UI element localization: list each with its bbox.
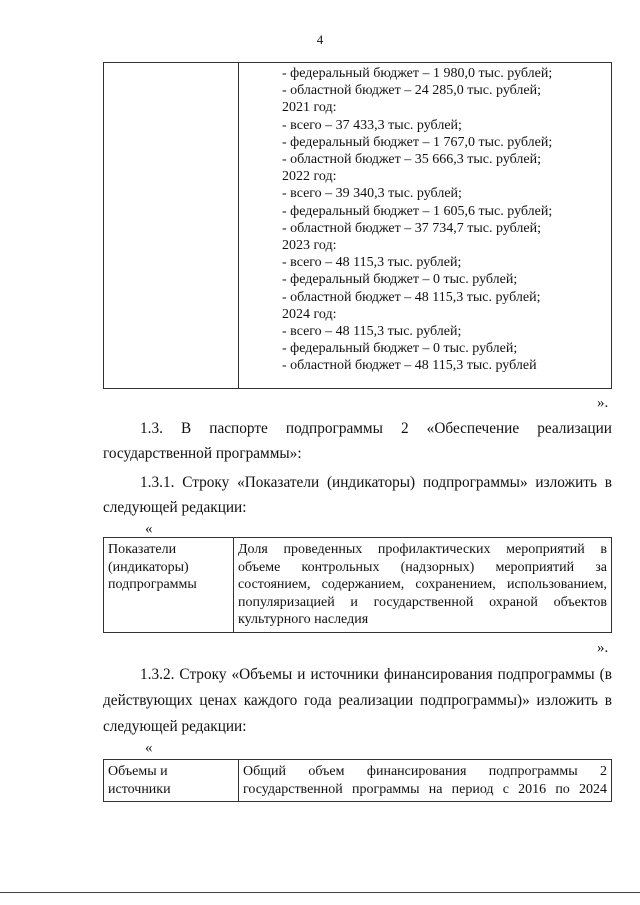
paragraph-1-3-1-line2: следующей редакции: — [103, 499, 247, 516]
funding-line: - всего – 48 115,3 тыс. рублей; — [282, 255, 462, 271]
table3-opening-quote: « — [145, 740, 153, 756]
funding-sources-label-cell — [104, 760, 239, 802]
funding-line: 2021 год: — [282, 100, 337, 116]
indicators-label-line: подпрограммы — [108, 577, 197, 592]
funding-line: - всего – 37 433,3 тыс. рублей; — [282, 117, 462, 133]
funding-line: 2023 год: — [282, 238, 337, 254]
funding-sources-label-line: источники — [108, 781, 171, 797]
indicators-value-line: объеме контрольных (надзорных) мероприятий за — [238, 559, 607, 575]
paragraph-1-3-2-line3: следующей редакции: — [103, 718, 247, 735]
indicators-value-line: Доля проведенных профилактических мероприятий в — [238, 542, 607, 557]
funding-sources-value-line: государственной программы на период с 2016 по 2024 — [243, 781, 607, 797]
table1-closing-quote: ». — [597, 395, 609, 411]
funding-sources-label-line: Объемы и — [108, 764, 168, 779]
paragraph-1-3-1-line1: 1.3.1. Строку «Показатели (индикаторы) подпрограммы» изложить в — [140, 474, 612, 491]
funding-sources-value-cell — [239, 760, 612, 802]
indicators-value-line: популяризацией и государственной охраной объектов — [238, 594, 607, 610]
funding-sources-value-line: Общий объем финансирования подпрограммы 2 — [243, 764, 607, 779]
funding-line: - федеральный бюджет – 0 тыс. рублей; — [282, 341, 518, 357]
indicators-value-line: культурного наследия — [238, 612, 369, 627]
indicators-label-cell — [104, 538, 234, 633]
funding-line: 2024 год: — [282, 306, 337, 322]
table2-closing-quote: ». — [597, 640, 609, 656]
funding-line: - федеральный бюджет – 1 980,0 тыс. рублей; — [282, 66, 553, 81]
indicators-label-line: Показатели — [108, 542, 177, 557]
funding-line: - федеральный бюджет – 0 тыс. рублей; — [282, 272, 518, 288]
funding-table-left-cell — [104, 63, 239, 389]
funding-table-right-cell — [239, 63, 612, 389]
indicators-table — [103, 537, 612, 633]
paragraph-1-3-line1: 1.3. В паспорте подпрограммы 2 «Обеспечение реализации — [140, 420, 612, 437]
paragraph-1-3-2-line2: действующих ценах каждого года реализации подпрограммы)» изложить в — [103, 692, 612, 709]
funding-sources-table — [103, 759, 612, 802]
funding-line: - областной бюджет – 24 285,0 тыс. рублей; — [282, 83, 541, 99]
funding-line: - федеральный бюджет – 1 605,6 тыс. рублей; — [282, 203, 553, 219]
funding-line: - областной бюджет – 48 115,3 тыс. рублей — [282, 358, 537, 374]
funding-line: - всего – 48 115,3 тыс. рублей; — [282, 324, 462, 340]
funding-line: - областной бюджет – 48 115,3 тыс. рублей; — [282, 289, 541, 305]
indicators-value-cell — [234, 538, 612, 633]
funding-table-continued — [103, 62, 612, 389]
table2-opening-quote: « — [145, 521, 153, 537]
indicators-value-line: состоянием, содержанием, сохранением, использованием, — [238, 577, 607, 592]
footer-divider — [0, 892, 640, 893]
indicators-label-line: (индикаторы) — [108, 559, 189, 575]
paragraph-1-3-line2: государственной программы»: — [103, 445, 302, 462]
funding-line: 2022 год: — [282, 169, 337, 185]
paragraph-1-3-2-line1: 1.3.2. Строку «Объемы и источники финансирования подпрограммы (в — [140, 666, 612, 683]
funding-line: - областной бюджет – 35 666,3 тыс. рублей; — [282, 152, 541, 168]
funding-line: - областной бюджет – 37 734,7 тыс. рублей; — [282, 220, 541, 236]
funding-line: - федеральный бюджет – 1 767,0 тыс. рублей; — [282, 134, 553, 150]
funding-line: - всего – 39 340,3 тыс. рублей; — [282, 186, 462, 202]
page-number: 4 — [316, 32, 324, 47]
